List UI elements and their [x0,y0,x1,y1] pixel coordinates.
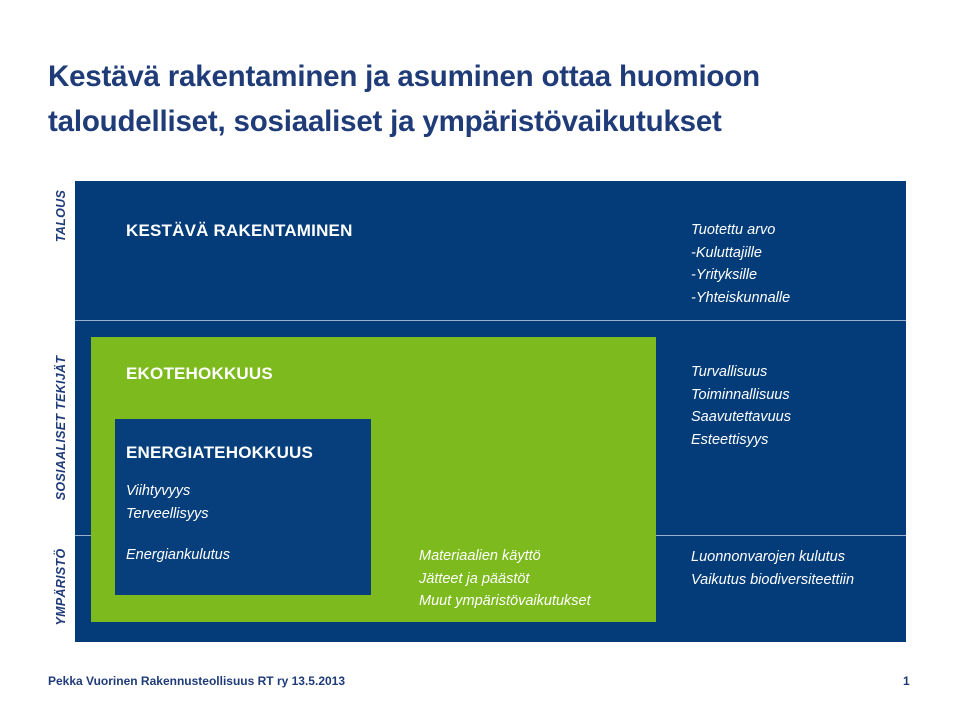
side-label-sosiaaliset-tekijat: SOSIAALISET TEKIJÄT [54,355,68,501]
green-heading-ekotehokkuus: EKOTEHOKKUUS [126,364,273,383]
side-label-talous: TALOUS [54,189,68,243]
sustainability-diagram [75,181,906,642]
economy-item: -Yrityksille [691,267,758,283]
environment-item: Vaikutus biodiversiteettiin [691,571,855,588]
social-list [691,361,791,451]
green-environment-item: Jätteet ja päästöt [419,570,530,587]
social-item: Saavutettavuus [691,409,791,425]
slide-title [48,54,928,144]
page-number: 1 [903,674,910,688]
economy-item: -Kuluttajille [691,244,762,261]
economy-item: -Yhteiskunnalle [691,289,791,306]
economy-item: Tuotettu arvo [691,222,776,238]
social-item: Toiminnallisuus [691,386,790,403]
energy-social-item: Terveellisyys [126,505,209,522]
energy-heading-energiatehokkuus: ENERGIATEHOKKUUS [126,443,314,462]
green-environment-list [419,545,591,613]
outer-heading-kestava-rakentaminen: KESTÄVÄ RAKENTAMINEN [126,221,353,240]
energy-social-list [126,480,208,525]
slide-title-line-2: taloudelliset, sosiaaliset ja ympäristövaikutukset [48,105,722,138]
social-item: Turvallisuus [691,364,768,380]
environment-item: Luonnonvarojen kulutus [691,549,845,565]
social-item: Esteettisyys [691,431,769,448]
energy-social-item: Viihtyvyys [126,483,191,499]
energy-environment-item: Energiankulutus [126,547,230,563]
footer-text: Pekka Vuorinen Rakennusteollisuus RT ry 13.5.2013 [48,674,346,688]
side-label-ymparisto: YMPÄRISTÖ [54,548,68,626]
environment-list [691,546,854,591]
energiatehokkuus-box [115,419,371,595]
divider-economy-social [75,320,906,321]
slide-title-line-1: Kestävä rakentaminen ja asuminen ottaa huomioon [48,60,760,93]
green-environment-item: Muut ympäristövaikutukset [419,593,591,609]
economy-list [691,219,790,309]
green-environment-item: Materiaalien käyttö [419,548,541,564]
